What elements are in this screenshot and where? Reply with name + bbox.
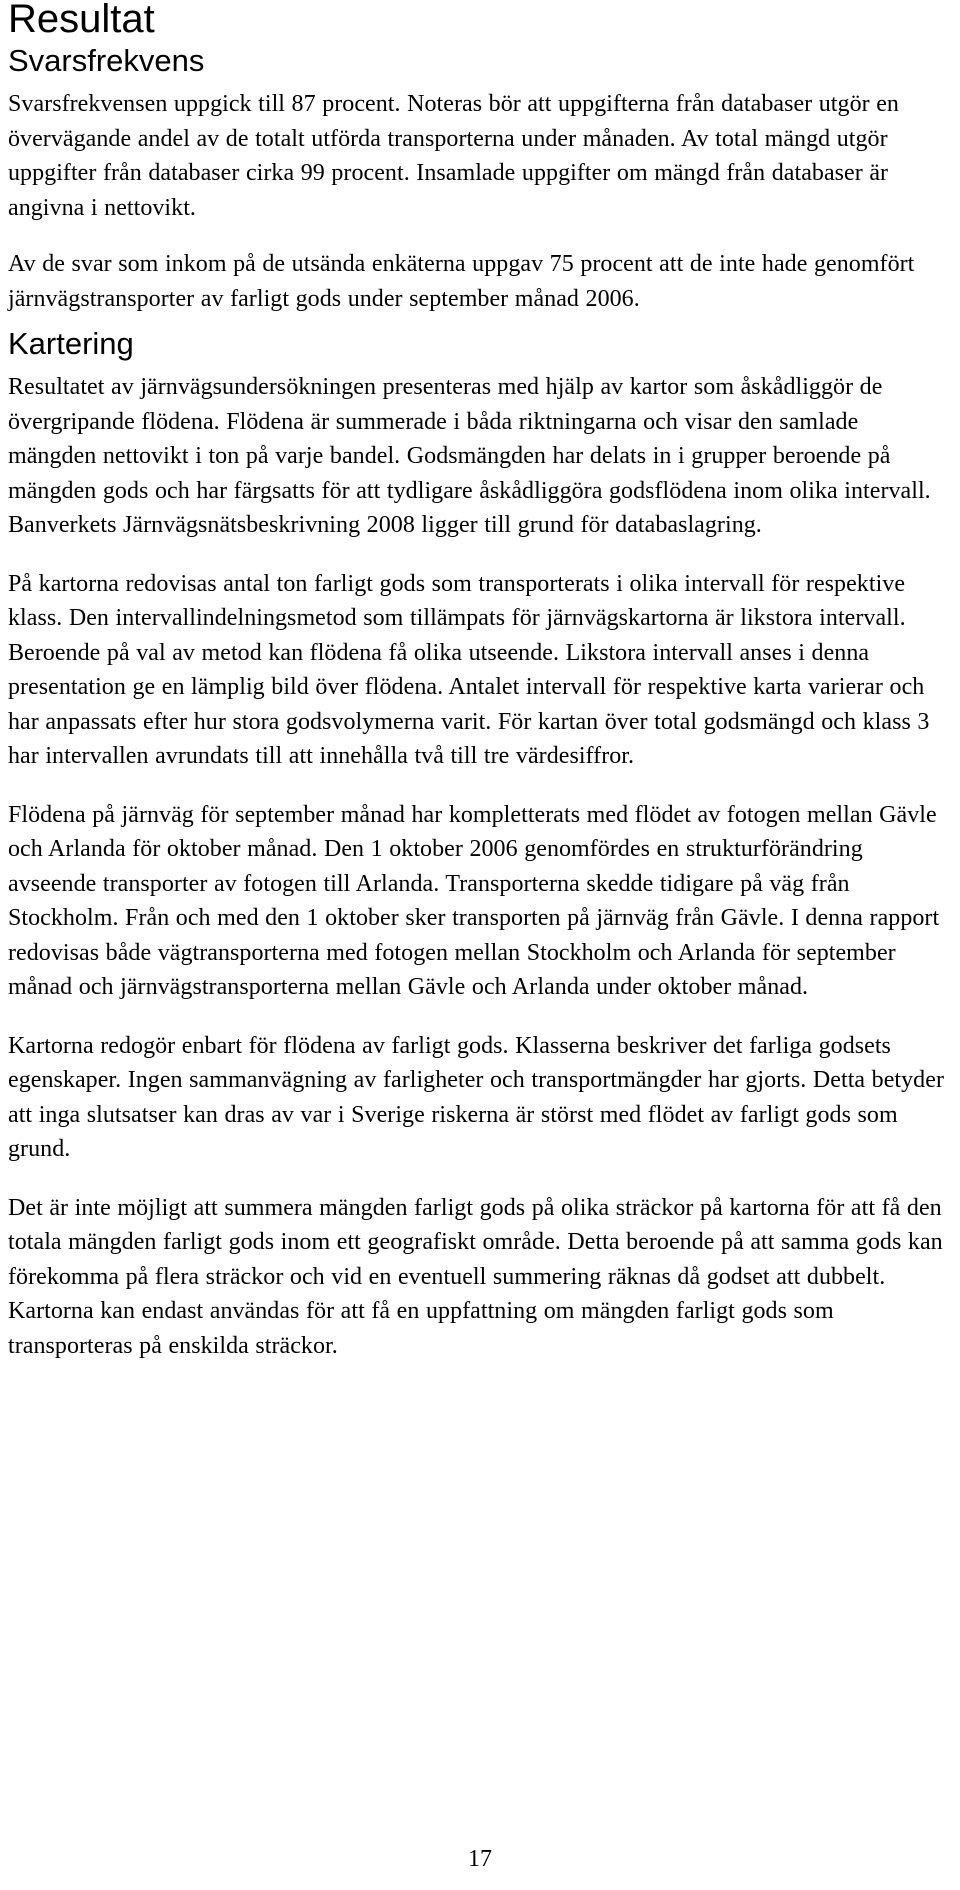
paragraph: På kartorna redovisas antal ton farligt gods som transporterats i olika intervall för respektive klass. Den intervallindelningsmetod som tillämpats för järnvägskartorna är likstora intervall. Beroende på val av metod kan flödena få olika utseende. Likstora intervall anses i denna presentation ge en lämplig bild över flödena. Antalet intervall för respektive karta varierar och har anpassats efter hur stora godsvolymerna varit. För kartan över total godsmängd och klass 3 har intervallen avrundats till att innehålla två till tre värdesiffror.: [8, 570, 930, 769]
paragraph: Resultatet av järnvägsundersökningen presenteras med hjälp av kartor som åskådliggör de övergripande flödena. Flödena är summerade i båda riktningarna och visar den samlade mängden nettovikt i ton på varje bandel. Godsmängden har delats in i grupper beroende på mängden gods och har färgsatts för att tydligare åskådliggöra godsflödena inom olika intervall. Banverkets Järnvägsnätsbeskrivning 2008 ligger till grund för databaslagring.: [8, 374, 931, 538]
page-number: 17: [468, 1846, 492, 1872]
section-heading-kartering: Kartering: [8, 326, 134, 361]
paragraph: Flödena på järnväg för september månad har kompletterats med flödet av fotogen mellan Gävle och Arlanda för oktober månad. Den 1 oktober 2006 genomfördes en strukturförändring avseende transporter av fotogen till Arlanda. Transporterna skedde tidigare på väg från Stockholm. Från och med den 1 oktober sker transporten på järnväg från Gävle. I denna rapport redovisas både vägtransporterna med fotogen mellan Stockholm och Arlanda för september månad och järnvägstransporterna mellan Gävle och Arlanda under oktober månad.: [8, 801, 940, 1000]
paragraph: Kartorna redogör enbart för flödena av farligt gods. Klasserna beskriver det farliga godsets egenskaper. Ingen sammanvägning av farligheter och transportmängder har gjorts. Detta betyder att inga slutsatser kan dras av var i Sverige riskerna är störst med flödet av farligt gods som grund.: [8, 1032, 944, 1162]
section-heading-svarsfrekvens: Svarsfrekvens: [8, 43, 205, 78]
page-title: Resultat: [8, 0, 155, 41]
paragraph: Av de svar som inkom på de utsända enkäterna uppgav 75 procent att de inte hade genomfört järnvägstransporter av farligt gods under september månad 2006.: [8, 251, 915, 312]
paragraph: Svarsfrekvensen uppgick till 87 procent. Noteras bör att uppgifterna från databaser utgör en övervägande andel av de totalt utförda transporterna under månaden. Av total mängd utgör uppgifter från databaser cirka 99 procent. Insamlade uppgifter om mängd från databaser är angivna i nettovikt.: [8, 91, 899, 221]
paragraph: Det är inte möjligt att summera mängden farligt gods på olika sträckor på kartorna för att få den totala mängden farligt gods inom ett geografiskt område. Detta beroende på att samma gods kan förekomma på flera sträckor och vid en eventuell summering räknas då godset att dubbelt. Kartorna kan endast användas för att få en uppfattning om mängden farligt gods som transporteras på enskilda sträckor.: [8, 1194, 943, 1359]
